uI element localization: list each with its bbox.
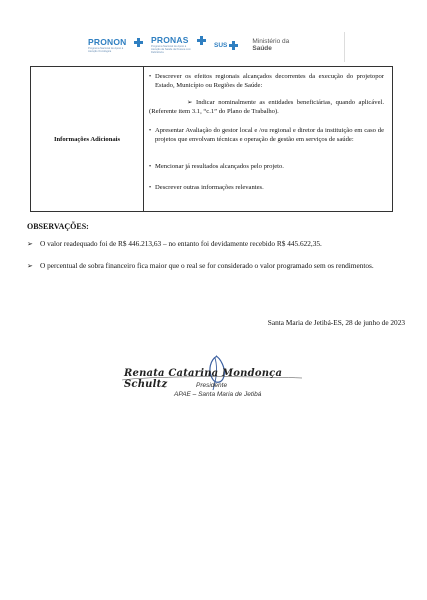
list-item: • Mencionar já resultados alcançados pelo projeto. xyxy=(149,163,284,170)
sus-logo xyxy=(214,41,238,50)
observation-item: ➢ O valor readequado foi de R$ 446.213,63 – no entanto foi devidamente recebido R$ 445.622,35. xyxy=(27,239,322,248)
date-line: Santa Maria de Jetibá-ES, 28 de junho de 2023 xyxy=(267,318,405,327)
list-item: • Descrever outras informações relevantes. xyxy=(149,184,264,191)
list-item: ➢ Indicar nominalmente as entidades beneficiárias, quando aplicável.(Referente item 3.1, “c.1” do Plano de Trabalho). xyxy=(149,99,384,115)
ministry-logo xyxy=(252,38,289,52)
list-item: • Descrever os efeitos regionais alcançados decorrentes da execução do projetopor Estado, Município ou Regiões de Saúde: xyxy=(149,73,384,89)
cross-icon xyxy=(229,41,238,50)
signature-block xyxy=(112,340,317,412)
header-logos xyxy=(88,34,350,56)
bullet-icon: • xyxy=(149,74,152,80)
arrow-bullet-icon: ➢ xyxy=(187,99,197,106)
cross-icon xyxy=(197,36,206,45)
pronon-logo-name: PRONON xyxy=(88,36,127,47)
signature-name: Renata Catarina Mondonça Schultz xyxy=(124,368,283,390)
arrow-bullet-icon: ➢ xyxy=(27,262,33,270)
observation-item: ➢ O percentual de sobra financeiro fica maior que o real se for considerado o valor programado sem os rendimentos. xyxy=(27,261,374,270)
bullet-icon: • xyxy=(149,185,152,191)
pronas-logo-name: PRONAS xyxy=(151,35,189,45)
pronas-logo xyxy=(151,36,206,54)
ministry-line-1: Ministério da xyxy=(252,38,290,45)
pronon-logo xyxy=(88,38,143,53)
table-row-content xyxy=(144,67,392,211)
cross-icon xyxy=(134,38,143,47)
arrow-bullet-icon: ➢ xyxy=(27,240,33,248)
observations-title: OBSERVAÇÕES: xyxy=(27,222,89,231)
list-item: • Apresentar Avaliação do gestor local e /ou regional e diretor da instituição em caso de projetos que envolvam técnicas e operação de gestão em serviços de saúde: xyxy=(149,127,384,143)
bullet-icon: • xyxy=(149,128,152,134)
signature-organization: APAE – Santa Maria de Jetibá xyxy=(174,391,262,398)
signature-role: Presidente xyxy=(196,382,228,389)
pronon-logo-subtitle: Programa Nacional de Apoio à Atenção Oncológica xyxy=(88,46,124,53)
header-divider xyxy=(344,32,345,62)
sus-logo-name: SUS xyxy=(214,41,228,49)
table-row-label: Informações Adicionais xyxy=(31,67,144,211)
info-table xyxy=(30,66,393,212)
ministry-line-2: Saúde xyxy=(252,45,272,52)
bullet-icon: • xyxy=(149,164,152,170)
pronas-logo-subtitle: Programa Nacional de Apoio à Atenção da Saúde da Pessoa com Deficiência xyxy=(151,45,191,54)
